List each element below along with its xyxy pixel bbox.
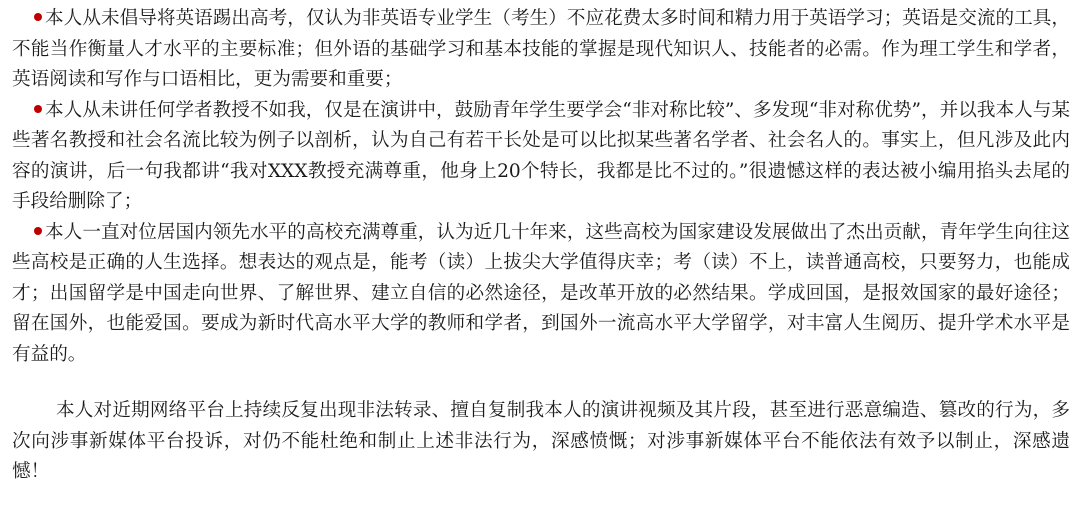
- red-bullet-icon: [34, 227, 42, 235]
- paragraph-complaint: [12, 396, 1070, 488]
- paragraph-text: 本人一直对位居国内领先水平的高校充满尊重，认为近几十年来，这些高校为国家建设发展做出了杰出贡献，青年学生向往这些高校是正确的人生选择。想表达的观点是，能考（读）上拔尖大学值得庆幸；考（读）不上，读普通高校，只要努力，也能成才；出国留学是中国走向世界、了解世界、建立自信的必然途径，是改革开放的必然结果。学成回国，是报效国家的最好途径；留在国外，也能爱国。要成为新时代高水平大学的教师和学者，到国外一流高水平大学留学，对丰富人生阅历、提升学术水平是有益的。: [12, 221, 1070, 365]
- paragraph-universities: [12, 218, 1070, 371]
- paragraph-text: 本人对近期网络平台上持续反复出现非法转录、擅自复制我本人的演讲视频及其片段，甚至进行恶意编造、篡改的行为，多次向涉事新媒体平台投诉，对仍不能杜绝和制止上述非法行为，深感愤慨；对涉事新媒体平台不能依法有效予以制止，深感遗憾！: [12, 400, 1070, 482]
- paragraph-text: 本人从未讲任何学者教授不如我，仅是在演讲中，鼓励青年学生要学会“非对称比较”、多发现“非对称优势”，并以我本人与某些著名教授和社会名流比较为例子以剖析，认为自己有若干长处是可以比拟某些著名学者、社会名人的。事实上，但凡涉及此内容的演讲，后一句我都讲“我对XXX教授充满尊重，他身上20个特长，我都是比不过的。”很遗憾这样的表达被小编用掐头去尾的手段给删除了；: [12, 99, 1070, 212]
- paragraph-text: 本人从未倡导将英语踢出高考，仅认为非英语专业学生（考生）不应花费太多时间和精力用于英语学习；英语是交流的工具，不能当作衡量人才水平的主要标准；但外语的基础学习和基本技能的掌握是现代知识人、技能者的必需。作为理工学生和学者，英语阅读和写作与口语相比，更为需要和重要；: [12, 8, 1070, 90]
- red-bullet-icon: [34, 105, 42, 113]
- paragraph-english-exam: [12, 4, 1070, 96]
- red-bullet-icon: [34, 13, 42, 21]
- statement-document: [12, 4, 1070, 488]
- paragraph-asymmetric-comparison: [12, 96, 1070, 218]
